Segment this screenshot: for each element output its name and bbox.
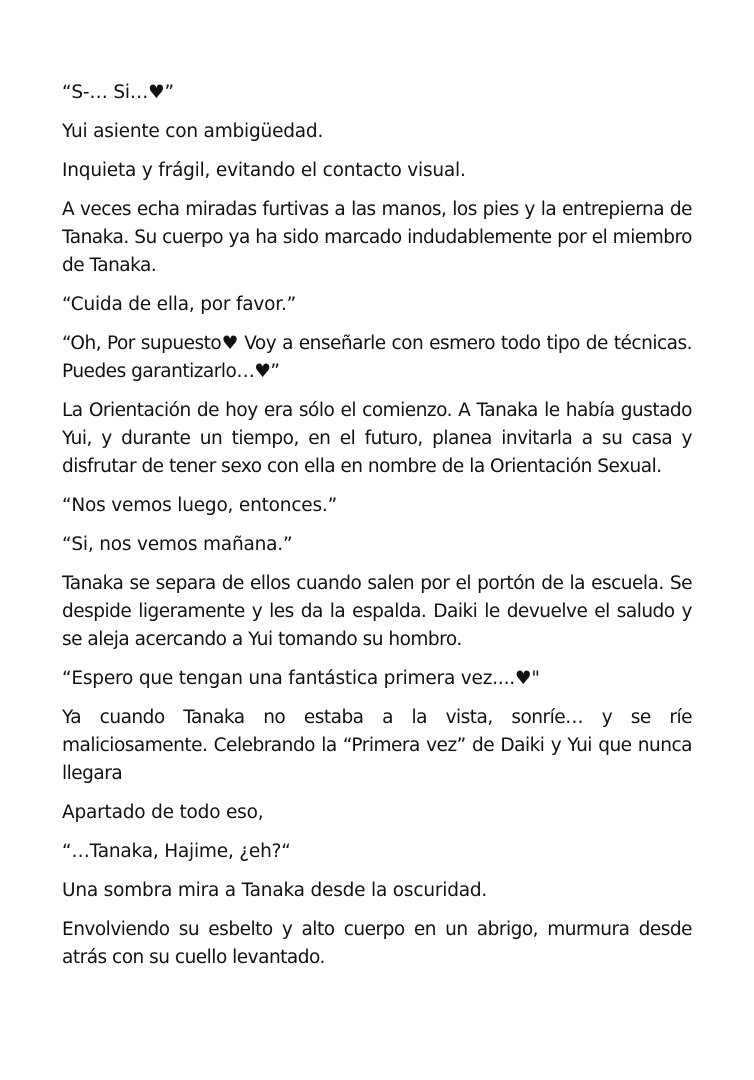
paragraph-5: “Cuida de ella, por favor.” — [62, 294, 297, 315]
paragraph-12: Ya cuando Tanaka no estaba a la vista, sonríe… y se ríe maliciosamente. Celebrando la “Primera vez” de Daiki y Yui que nunca llegara — [62, 707, 692, 784]
paragraph-11: “Espero que tengan una fantástica primera vez....♥" — [62, 668, 540, 689]
paragraph-3: Inquieta y frágil, evitando el contacto visual. — [62, 160, 466, 181]
paragraph-13: Apartado de todo eso, — [62, 802, 264, 823]
paragraph-8: “Nos vemos luego, entonces.” — [62, 495, 337, 516]
paragraph-9: “Si, nos vemos mañana.” — [62, 534, 293, 555]
paragraph-7: La Orientación de hoy era sólo el comienzo. A Tanaka le había gustado Yui, y durante un tiempo, en el futuro, planea invitarla a su casa y disfrutar de tener sexo con ella en nombre de la Orientación Sexual. — [62, 400, 692, 477]
document-page — [62, 79, 692, 983]
paragraph-2: Yui asiente con ambigüedad. — [62, 121, 324, 142]
paragraph-15: Una sombra mira a Tanaka desde la oscuridad. — [62, 880, 488, 901]
paragraph-16: Envolviendo su esbelto y alto cuerpo en un abrigo, murmura desde atrás con su cuello levantado. — [62, 919, 692, 968]
paragraph-14: “…Tanaka, Hajime, ¿eh?“ — [62, 841, 291, 862]
paragraph-4: A veces echa miradas furtivas a las manos, los pies y la entrepierna de Tanaka. Su cuerpo ya ha sido marcado indudablemente por el miembro de Tanaka. — [62, 199, 692, 276]
paragraph-1: “S-… Si…♥” — [62, 82, 174, 103]
paragraph-6: “Oh, Por supuesto♥ Voy a enseñarle con esmero todo tipo de técnicas. Puedes garantizarlo…♥” — [62, 333, 692, 382]
paragraph-10: Tanaka se separa de ellos cuando salen por el portón de la escuela. Se despide ligeramente y les da la espalda. Daiki le devuelve el saludo y se aleja acercando a Yui tomando su hombro. — [62, 573, 692, 650]
